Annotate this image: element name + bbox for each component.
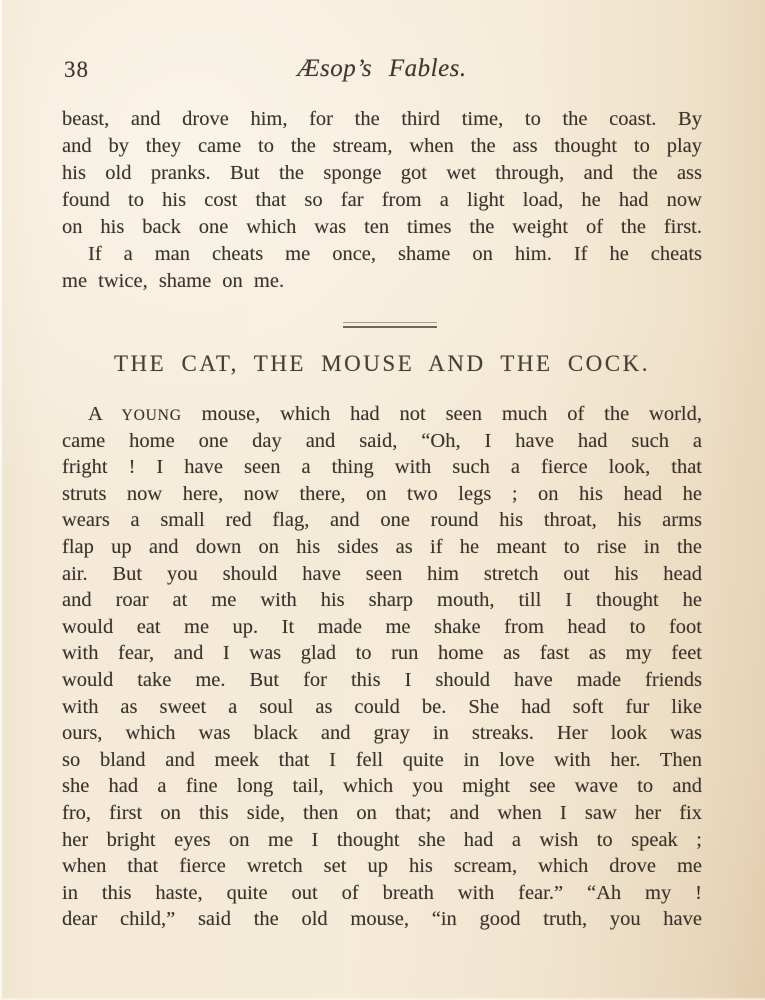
- text-line: so bland and meek that I fell quite in love with her. Then: [62, 748, 702, 771]
- text-line: [62, 401, 702, 428]
- story-text: [62, 401, 702, 933]
- moral-line: me twice, shame on me.: [62, 270, 285, 292]
- divider-rules: [343, 322, 437, 328]
- text-line: she had a fine long tail, which you might see wave to and: [62, 775, 702, 798]
- story-title: THE CAT, THE MOUSE AND THE COCK.: [113, 351, 650, 376]
- opening-rest: mouse, which had not seen much of the world,: [181, 403, 702, 425]
- text-line: on his back one which was ten times the weight of the first.: [62, 216, 702, 238]
- text-line: and roar at me with his sharp mouth, till I thought he: [62, 589, 702, 612]
- text-line: dear child,” said the old mouse, “in good truth, you have: [62, 908, 702, 931]
- text-line: fright ! I have seen a thing with such a fierce look, that: [62, 456, 702, 479]
- moral-line: If a man cheats me once, shame on him. If he cheats: [88, 243, 702, 265]
- text-line: her bright eyes on me I thought she had a wish to speak ;: [62, 828, 702, 851]
- ending-story-text: [62, 106, 702, 295]
- text-line: ours, which was black and gray in streaks. Her look was: [62, 722, 702, 745]
- section-divider: [0, 322, 765, 328]
- text-line: flap up and down on his sides as if he meant to rise in the: [62, 535, 702, 558]
- text-line: in this haste, quite out of breath with fear.” “Ah my !: [62, 881, 702, 904]
- opening-lead: A: [88, 403, 122, 425]
- page-header: [62, 55, 702, 87]
- text-line: his old pranks. But the sponge got wet through, and the ass: [62, 162, 702, 184]
- text-line: and by they came to the stream, when the ass thought to play: [62, 135, 702, 157]
- page-left-edge: [0, 0, 3, 1000]
- text-line: with as sweet a soul as could be. She had soft fur like: [62, 695, 702, 718]
- text-line: beast, and drove him, for the third time, to the coast. By: [62, 108, 702, 130]
- text-line: wears a small red flag, and one round his throat, his arms: [62, 509, 702, 532]
- divider-thin-rule: [343, 322, 437, 323]
- opening-smallcaps: YOUNG: [121, 407, 182, 424]
- text-line: would take me. But for this I should have made friends: [62, 668, 702, 691]
- text-line: would eat me up. It made me shake from head to foot: [62, 615, 702, 638]
- running-head: Æsop’s Fables.: [297, 55, 467, 82]
- text-line: when that fierce wretch set up his scream, which drove me: [62, 855, 702, 878]
- divider-thick-rule: [343, 326, 437, 328]
- page-number: 38: [64, 57, 89, 82]
- text-line: fro, first on this side, then on that; and when I saw her fix: [62, 801, 702, 824]
- text-line: air. But you should have seen him stretch out his head: [62, 562, 702, 585]
- text-line: came home one day and said, “Oh, I have had such a: [62, 429, 702, 452]
- text-line: found to his cost that so far from a light load, he had now: [62, 189, 702, 211]
- text-line: struts now here, now there, on two legs ; on his head he: [62, 482, 702, 505]
- text-line: with fear, and I was glad to run home as fast as my feet: [62, 642, 702, 665]
